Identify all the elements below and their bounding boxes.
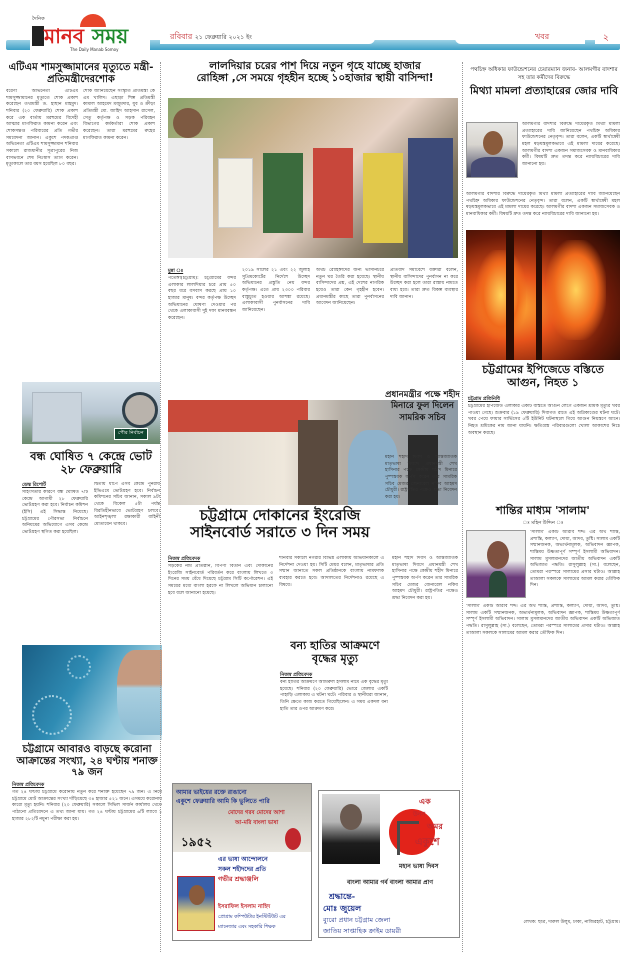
ad-title2: ম্যানেজার এবং সহকারি শিক্ষক (218, 925, 276, 930)
fire-photo (466, 230, 620, 360)
ad-dedication3: গভীর শ্রদ্ধাঞ্জলি (218, 875, 259, 883)
false-case-body-continued: আলমগীর বাদশার বিরুদ্ধে দায়েরকৃত মিথ্যা মামলা প্রত্যাহারের দাবি জানিয়েছেন পথচিহ্ন অধিকার ফাউন্ডেশনের নেতৃবৃন্দ। তারা বলেন, একটি স্বার্থান্বেষী মহল ষড়যন্ত্রমূলকভাবে এই মামলা দায়ের করেছে। আলমগীর বাদশা একজন সমাজসেবক ও মানবাধিকার কর্মী। বিষয়টি দ্রুত তদন্ত করে ন্যায়বিচারের দাবি জানানো হয়। (466, 192, 620, 217)
article-pm-flower (385, 390, 460, 424)
pm-flower-headline: প্রধানমন্ত্রীর পক্ষে শহীদ মিনারে ফুল দিলেন সামরিক সচিব (385, 390, 460, 423)
masked-face-shape (117, 650, 162, 735)
article-body: শনিবার সকালে নগরীর বিভিন্ন এলাকায় অভিযানকালে এ নির্দেশনা দেওয়া হয়। সিটি মেয়র বলেন, মাতৃভাষার প্রতি সম্মান জানাতে সকল প্রতিষ্ঠানকে বাংলায় নামফলক ব্যবহার করতে হবে। আদালতের নির্দেশনাও রয়েছে এ বিষয়ে। (279, 556, 384, 588)
rohingya-headline-line2: রোহিঙ্গা ,সে সময়ে গৃহহীন হচ্ছে ১০হাজার স্থায়ী বাসিন্দা! (196, 72, 434, 85)
rohingya-body (168, 268, 460, 396)
article-body: বন্য হাতির আক্রমণে আমিরুল ইসলাম নামে এক বৃদ্ধের মৃত্যু হয়েছে। শনিবার (২০ ফেব্রুয়ারি) ভোরে জেলার একটি পাহাড়ি এলাকায় এ ঘটনা ঘটে। পরিবার ও স্থানীয়রা জানান, তিনি ক্ষেতে কাজ করতে গিয়েছিলেন। এ সময় একদল বন্য হাতি তার ওপর আক্রমণ করে। (280, 680, 388, 712)
ad-dedication1: এর ভাষা আন্দোলনে (218, 856, 268, 863)
fire-body (468, 396, 620, 499)
salam-body: 'সালাম' একটি আরবি শব্দ। এর অর্থ শান্তি, প্রশান্তি, কল্যাণ, দোয়া, আদব, তুষ্টি। সালাম একটি সম্মানজনক, অভ্যর্থনামূলক, অভিবাদন জ্ঞাপক, শান্তিময় উষ্ণতাপূর্ণ সম্পূর্ণ ইসলামী অভিবাদন। সালাম মুসলমানদের জাতীয় অভিবাদন একটি অভিজাত পদ্ধতি। রাসুলুল্লাহ (সা.) বলেছেন, তোমরা পরস্পরে সালামের প্রসার ঘটাও। আল্লাহ তাআলা সকলকে সালামের আমল করার তৌফিক দিন। (530, 530, 620, 589)
person-photo (177, 876, 215, 931)
article-elephant (280, 640, 390, 665)
article-body: পতেঙ্গা(চট্টগ্রাম): চট্টগ্রামের বন্দর এলাকার লালদিয়ার চরে প্রায় ৫০ বছর ধরে বসবাস করছে প্রায় ১০ হাজার মানুষ। বন্দর কর্তৃপক্ষ উচ্ছেদ অভিযানের ঘোষণা দেওয়ার পর থেকে এলাকাবাসী দুই দফা মানববন্ধন করেছেন। (168, 276, 236, 321)
pm-flower-continued: মহান শহীদ দিবস ও আন্তর্জাতিক মাতৃভাষা দিবসে প্রধানমন্ত্রী শেখ হাসিনার পক্ষে কেন্দ্রীয় শহীদ মিনারে পুষ্পস্তবক অর্পণ করেন তার সামরিক সচিব মেজর জেনারেল নকিব আহমদ চৌধুরী। রাষ্ট্রপতির পক্ষেও শ্রদ্ধা নিবেদন করা হয়। (392, 556, 458, 601)
article-false-case (468, 66, 620, 97)
building-shape (32, 392, 82, 442)
salam-headline: শান্তির মাধ্যম 'সালাম' (496, 504, 590, 517)
ad-year: ১৯৫২ (181, 835, 213, 849)
ad-dedication2: সকল শহীদদের প্রতি (218, 866, 266, 873)
corona-body (12, 782, 162, 955)
false-case-headline: মিথ্যা মামলা প্রত্যাহারের জোর দাবি (470, 84, 618, 97)
masthead (0, 14, 625, 56)
date-day: রবিবার (170, 32, 193, 41)
byline: নিজস্ব প্রতিবেদক (168, 557, 201, 562)
ad-logo-text4: একুশে (415, 837, 440, 848)
person-photo (322, 794, 380, 864)
byline: নিজস্ব প্রতিবেদক (280, 673, 313, 678)
elephant-body (280, 672, 388, 780)
ad-line2: একুশে ফেব্রুয়ারি আমি কি ভুলিতে পারি (176, 798, 270, 805)
salam-body-continued: 'সালাম' একটি আরবি শব্দ। এর অর্থ শান্তি, প্রশান্তি, কল্যাণ, দোয়া, আদব, তুষ্টি। সালাম একটি সম্মানজনক, অভ্যর্থনামূলক, অভিবাদন জ্ঞাপক, শান্তিময় উষ্ণতাপূর্ণ সম্পূর্ণ ইসলামী অভিবাদন। সালাম মুসলমানদের জাতীয় অভিবাদন একটি অভিজাত পদ্ধতি। রাসুলুল্লাহ (সা.) বলেছেন, তোমরা পরস্পরে সালামের প্রসার ঘটাও। আল্লাহ তাআলা সকলকে সালামের আমল করার তৌফিক দিন। (466, 604, 620, 636)
ad-title1: ব্যুরো প্রধান চট্টগ্রাম জেলা (323, 916, 391, 924)
alamgir-badsha-photo (466, 122, 518, 178)
person-shape (298, 420, 338, 505)
signboard-headline-line2: সাইনবোর্ড সরাতে ৩ দিন সময় (190, 523, 370, 542)
byline: মুন্না ঃ (168, 269, 184, 274)
elephant-headline-line1: বন্য হাতির আক্রমণে (290, 639, 380, 652)
corona-photo (22, 645, 162, 740)
ad-logo-text2: উনস (413, 811, 426, 818)
logo-mark-icon (32, 26, 44, 46)
byline: ডেস্ক রিপোর্ট (22, 483, 46, 488)
ad-logo-text3: অমর (427, 822, 443, 831)
ad-logo-text1: এক (419, 797, 431, 806)
election-commission-photo (22, 382, 160, 444)
date-box (160, 28, 375, 44)
pm-flower-body: মহান শহীদ দিবস ও আন্তর্জাতিক মাতৃভাষা দিবসে প্রধানমন্ত্রী শেখ হাসিনার পক্ষে কেন্দ্রীয় শহীদ মিনারে পুষ্পস্তবক অর্পণ করেন তার সামরিক সচিব মেজর জেনারেল নকিব আহমদ চৌধুরী। রাষ্ট্রপতির পক্ষেও শ্রদ্ধা নিবেদন করা হয়। (385, 455, 457, 500)
virus-shape (67, 655, 91, 679)
elephant-headline-line2: বৃদ্ধের মৃত্যু (311, 651, 359, 665)
election-headline: বন্ধ ঘোষিত ৭ কেন্দ্রে ভোট ২৮ ফেব্রুয়ারি (30, 449, 152, 477)
signboard-headline-line1: চট্টগ্রামে দোকানের ইংরেজি (199, 506, 361, 524)
mohin-uddin-photo (466, 530, 526, 598)
section-box (455, 28, 585, 44)
page-number: ২ (603, 33, 609, 43)
ad-greeting: শ্রদ্ধান্তে- (329, 892, 356, 901)
salam-closing: লেখক: ছাত্র, দারুল উলুম, ঢাকা, নাজিরহাট, চট্টগ্রাম। (523, 920, 620, 925)
article-signboard (165, 507, 395, 542)
section-label: খবর (535, 32, 550, 41)
ad-name: মোঃ জুয়েল (323, 904, 362, 913)
salam-author: ঃ মহিন উদ্দিন ঃ (522, 520, 564, 526)
article-body: ২০১৯ সালের ২১ এবং ২২ জুলাই সুপ্রিমকোর্টের নির্দেশে উচ্ছেদ অভিযানের প্রস্তুতি নেয় বন্দর কর্তৃপক্ষ। এতে প্রায় ২৩০০ পরিবার বাস্তুচ্যুত হওয়ার আশঙ্কা রয়েছে। এলাকাবাসী পুনর্বাসনের দাবি জানিয়েছেন। (242, 268, 310, 313)
column-divider (462, 62, 463, 952)
article-condolence (6, 62, 156, 389)
shop-sign (168, 400, 308, 432)
column-divider (160, 62, 161, 952)
article-body: প্রতিবাদ সমাবেশে বক্তারা বলেন, স্থানীয় বাসিন্দাদের পুনর্বাসন না করে উচ্ছেদ করা হলে তারা রাস্তায় নামতে বাধ্য হবে। তারা দ্রুত বিকল্প ব্যবস্থার দাবি জানান। (390, 268, 458, 300)
byline: চট্টগ্রাম প্রতিনিধি (468, 397, 500, 402)
issue-date (170, 31, 252, 44)
article-body: অথচ রোহিঙ্গাদের জন্য ভাসানচরে নতুন ঘর তৈরি করা হয়েছে। স্থানীয় বাসিন্দাদের প্রশ্ন, এই দেশের নাগরিক হয়েও তারা কেন গৃহহীন হবেন। প্রধানমন্ত্রীর কাছে তারা পুনর্বাসনের আবেদন জানিয়েছেন। (316, 268, 384, 307)
article-body: সড়কের নাম প্রতিষ্ঠান, বিপণী বিতান এবং দোকানের ইংরেজি সাইনবোর্ড পরিবর্তন করে বাংলায় লিখতে ৩ দিনের সময় বেঁধে দিয়েছে চট্টগ্রাম সিটি কর্পোরেশন। এই সময়ের মধ্যে বাংলা হরফে না লিখলে অভিযান চালানো হবে বলে জানানো হয়েছে। (168, 564, 273, 596)
article-body: দ্বিতীয় ধাপে এসব কেন্দ্রে পুনরায় ইভিএমে ভোটগ্রহণ হবে। নির্বাচন কমিশনের সচিব জানান, সকাল ৯টা থেকে বিকেল ৫টা পর্যন্ত বিরতিহীনভাবে ভোটগ্রহণ চলবে। আইনশৃঙ্খলা রক্ষাকারী বাহিনী মোতায়েন থাকবে। (94, 482, 160, 527)
logo-tagline: The Daily Manab Somoy (70, 47, 119, 52)
corona-headline: চট্টগ্রামে আবারও বাড়ছে করোনা আক্রান্তের সংখ্যা, ২৪ ঘণ্টায় শনাক্ত ৭৯ জন (16, 744, 158, 778)
article-body: শোক জানিয়েছেন সংস্কৃতি প্রতিমন্ত্রী কে এম খালিদ। এছাড়া শিল্প প্রতিমন্ত্রী কামাল আহমেদ মজুমদার, যুব ও ক্রীড়া প্রতিমন্ত্রী মো. জাহিদ আহসান রাসেল, সেতু কর্তৃপক্ষ ও সড়ক পরিবহন বিভাগের কর্মকর্তারা শোক প্রকাশ করেছেন। তারা মরহুমের রুহের মাগফিরাত কামনা করেন। (83, 89, 155, 141)
election-tag: পৌর নির্বাচন (114, 428, 148, 440)
rohingya-headline-line1: লালদিয়ার চরের পাশ দিয়ে নতুন গৃহে যাচ্ছে হাজার (209, 60, 421, 72)
logo-text-manab: মানব (44, 24, 84, 48)
article-kicker: পথচিহ্ন অধিকার ফাউন্ডেশনের চেয়ারম্যান জনাব- আলমগীর বাদশার সহ তার কর্মীদের বিরুদ্ধে (470, 67, 618, 82)
magnifier-shape (122, 392, 158, 428)
ad-line1: আমার ভাইয়ের রক্তে রাঙানো (176, 789, 247, 796)
article-body: বরেণ্য অভিনেতা এটিএম শামসুজ্জামানের মৃত্যুতে শোক প্রকাশ করেছেন তথ্যমন্ত্রী ড. হাছান মাহমুদ। শনিবার (২০ ফেব্রুয়ারি) শোক প্রকাশ করে এক বার্তায় মরহুমের বিদেহী আত্মার মাগফিরাত কামনা করেন এবং শোকসন্তপ্ত পরিবারের প্রতি গভীর সমবেদনা জানান। একুশে পদকপ্রাপ্ত অভিনেতা এটিএম শামসুজ্জামান শনিবার সকালে রাজধানীর সূত্রাপুরের নিজ বাসভবনে শেষ নিঃশ্বাস ত্যাগ করেন। মৃত্যুকালে তার বয়স হয়েছিল ৮০ বছর। (6, 89, 78, 168)
byline: নিজস্ব প্রতিবেদক (12, 783, 45, 788)
article-body: চট্টগ্রামের ইপিজেড এলাকার একটি বস্তিতে আগুন লেগে একজন শ্রমিক মৃত্যুর খবর পাওয়া গেছে। শুক্রবার (১৯ ফেব্রুয়ারি) দিবাগত রাতে এই অগ্নিকাণ্ডের ঘটনা ঘটে। খবর পেয়ে ফায়ার সার্ভিসের ৫টি ইউনিট ঘটনাস্থলে গিয়ে আগুন নিয়ন্ত্রণে আনে। নিহত শ্রমিকের নাম জানা যায়নি। ক্ষতিগ্রস্ত পরিবারগুলো খোলা আকাশের নিচে অবস্থান করছে। (468, 404, 620, 436)
virus-shape (32, 695, 72, 735)
tribute-ad-ekushe (318, 790, 460, 938)
ad-line2: বাংলা আমার গর্ব বাংলা আমার প্রাণ (346, 879, 434, 886)
fire-headline: চট্টগ্রামের ইপিজেডে বস্তিতে আগুন, নিহত ১ (482, 363, 604, 389)
false-case-body: আলমগীর বাদশার বিরুদ্ধে দায়েরকৃত মিথ্যা মামলা প্রত্যাহারের দাবি জানিয়েছেন পথচিহ্ন অধিকার ফাউন্ডেশনের নেতৃবৃন্দ। তারা বলেন, একটি স্বার্থান্বেষী মহল ষড়যন্ত্রমূলকভাবে এই মামলা দায়ের করেছে। আলমগীর বাদশা একজন সমাজসেবক ও মানবাধিকার কর্মী। বিষয়টি দ্রুত তদন্ত করে ন্যায়বিচারের দাবি জানানো হয়। (522, 122, 620, 167)
ad-slogan1: মোদের গরব মোদের আশা (228, 810, 285, 816)
protest-photo (168, 98, 458, 258)
ad-title2: জাতিয় সাপ্তাহিক ক্রাইম ডায়রী (323, 927, 401, 935)
page-number-box (595, 28, 620, 44)
tribute-ad-1952 (172, 783, 312, 941)
logo-text-somoy: সময় (92, 24, 129, 48)
ad-slogan2: আ-মরি বাংলা ভাষা (235, 820, 279, 826)
article-headline: এটিএম শামসুজ্জামানের মৃত্যুতে মন্ত্রী-প্রতিমন্ত্রীদেরশোক (8, 62, 154, 85)
ad-line1: মহান ভাষা দিবস (399, 863, 439, 870)
article-body: সহিংসতার কারণে বন্ধ ঘোষিত ৭টি কেন্দ্রে আগামী ২৮ ফেব্রুয়ারি ভোটগ্রহণ করা হবে। নির্বাচন কমিশন (ইসি) এই সিদ্ধান্ত নিয়েছে। চট্টগ্রামের পৌরসভা নির্বাচনে অনিয়মের অভিযোগে এসব কেন্দ্রে ভোটগ্রহণ স্থগিত করা হয়েছিল। (22, 490, 88, 535)
date-full: ২১ ফেব্রুয়ারি ২০২১ ইং (194, 34, 252, 41)
emblem-icon (285, 828, 301, 850)
ad-name: ইসরাফিল ইসলাম নাহিদ (218, 904, 271, 910)
newspaper-logo (30, 14, 150, 54)
article-rohingya (165, 60, 465, 84)
article-body: গত ২৪ ঘণ্টায় চট্টগ্রামে করোনায় নতুন করে শনাক্ত হয়েছেন ৭৯ জন। এ নিয়ে চট্টগ্রামে মোট আক্রান্তের সংখ্যা দাঁড়িয়েছে ৩৪ হাজার ৫২১ জনে। এসময়ে করোনায় কারো মৃত্যু হয়নি। শনিবার (২০ ফেব্রুয়ারি) সকালে সিভিল সার্জন কার্যালয় থেকে পাঠানো প্রতিবেদনে এ তথ্য জানা যায়। গত ২৪ ঘণ্টায় চট্টগ্রামের ৬টি ল্যাবে ১ হাজার ২৮২টি নমুনা পরীক্ষা করা হয়। (12, 790, 162, 822)
logo-prefix: দৈনিক (32, 16, 45, 22)
ad-title1: প্রোগ্রাম কম্পিউটার ইনস্টিটিউট এর (218, 915, 286, 920)
election-body (22, 482, 160, 627)
